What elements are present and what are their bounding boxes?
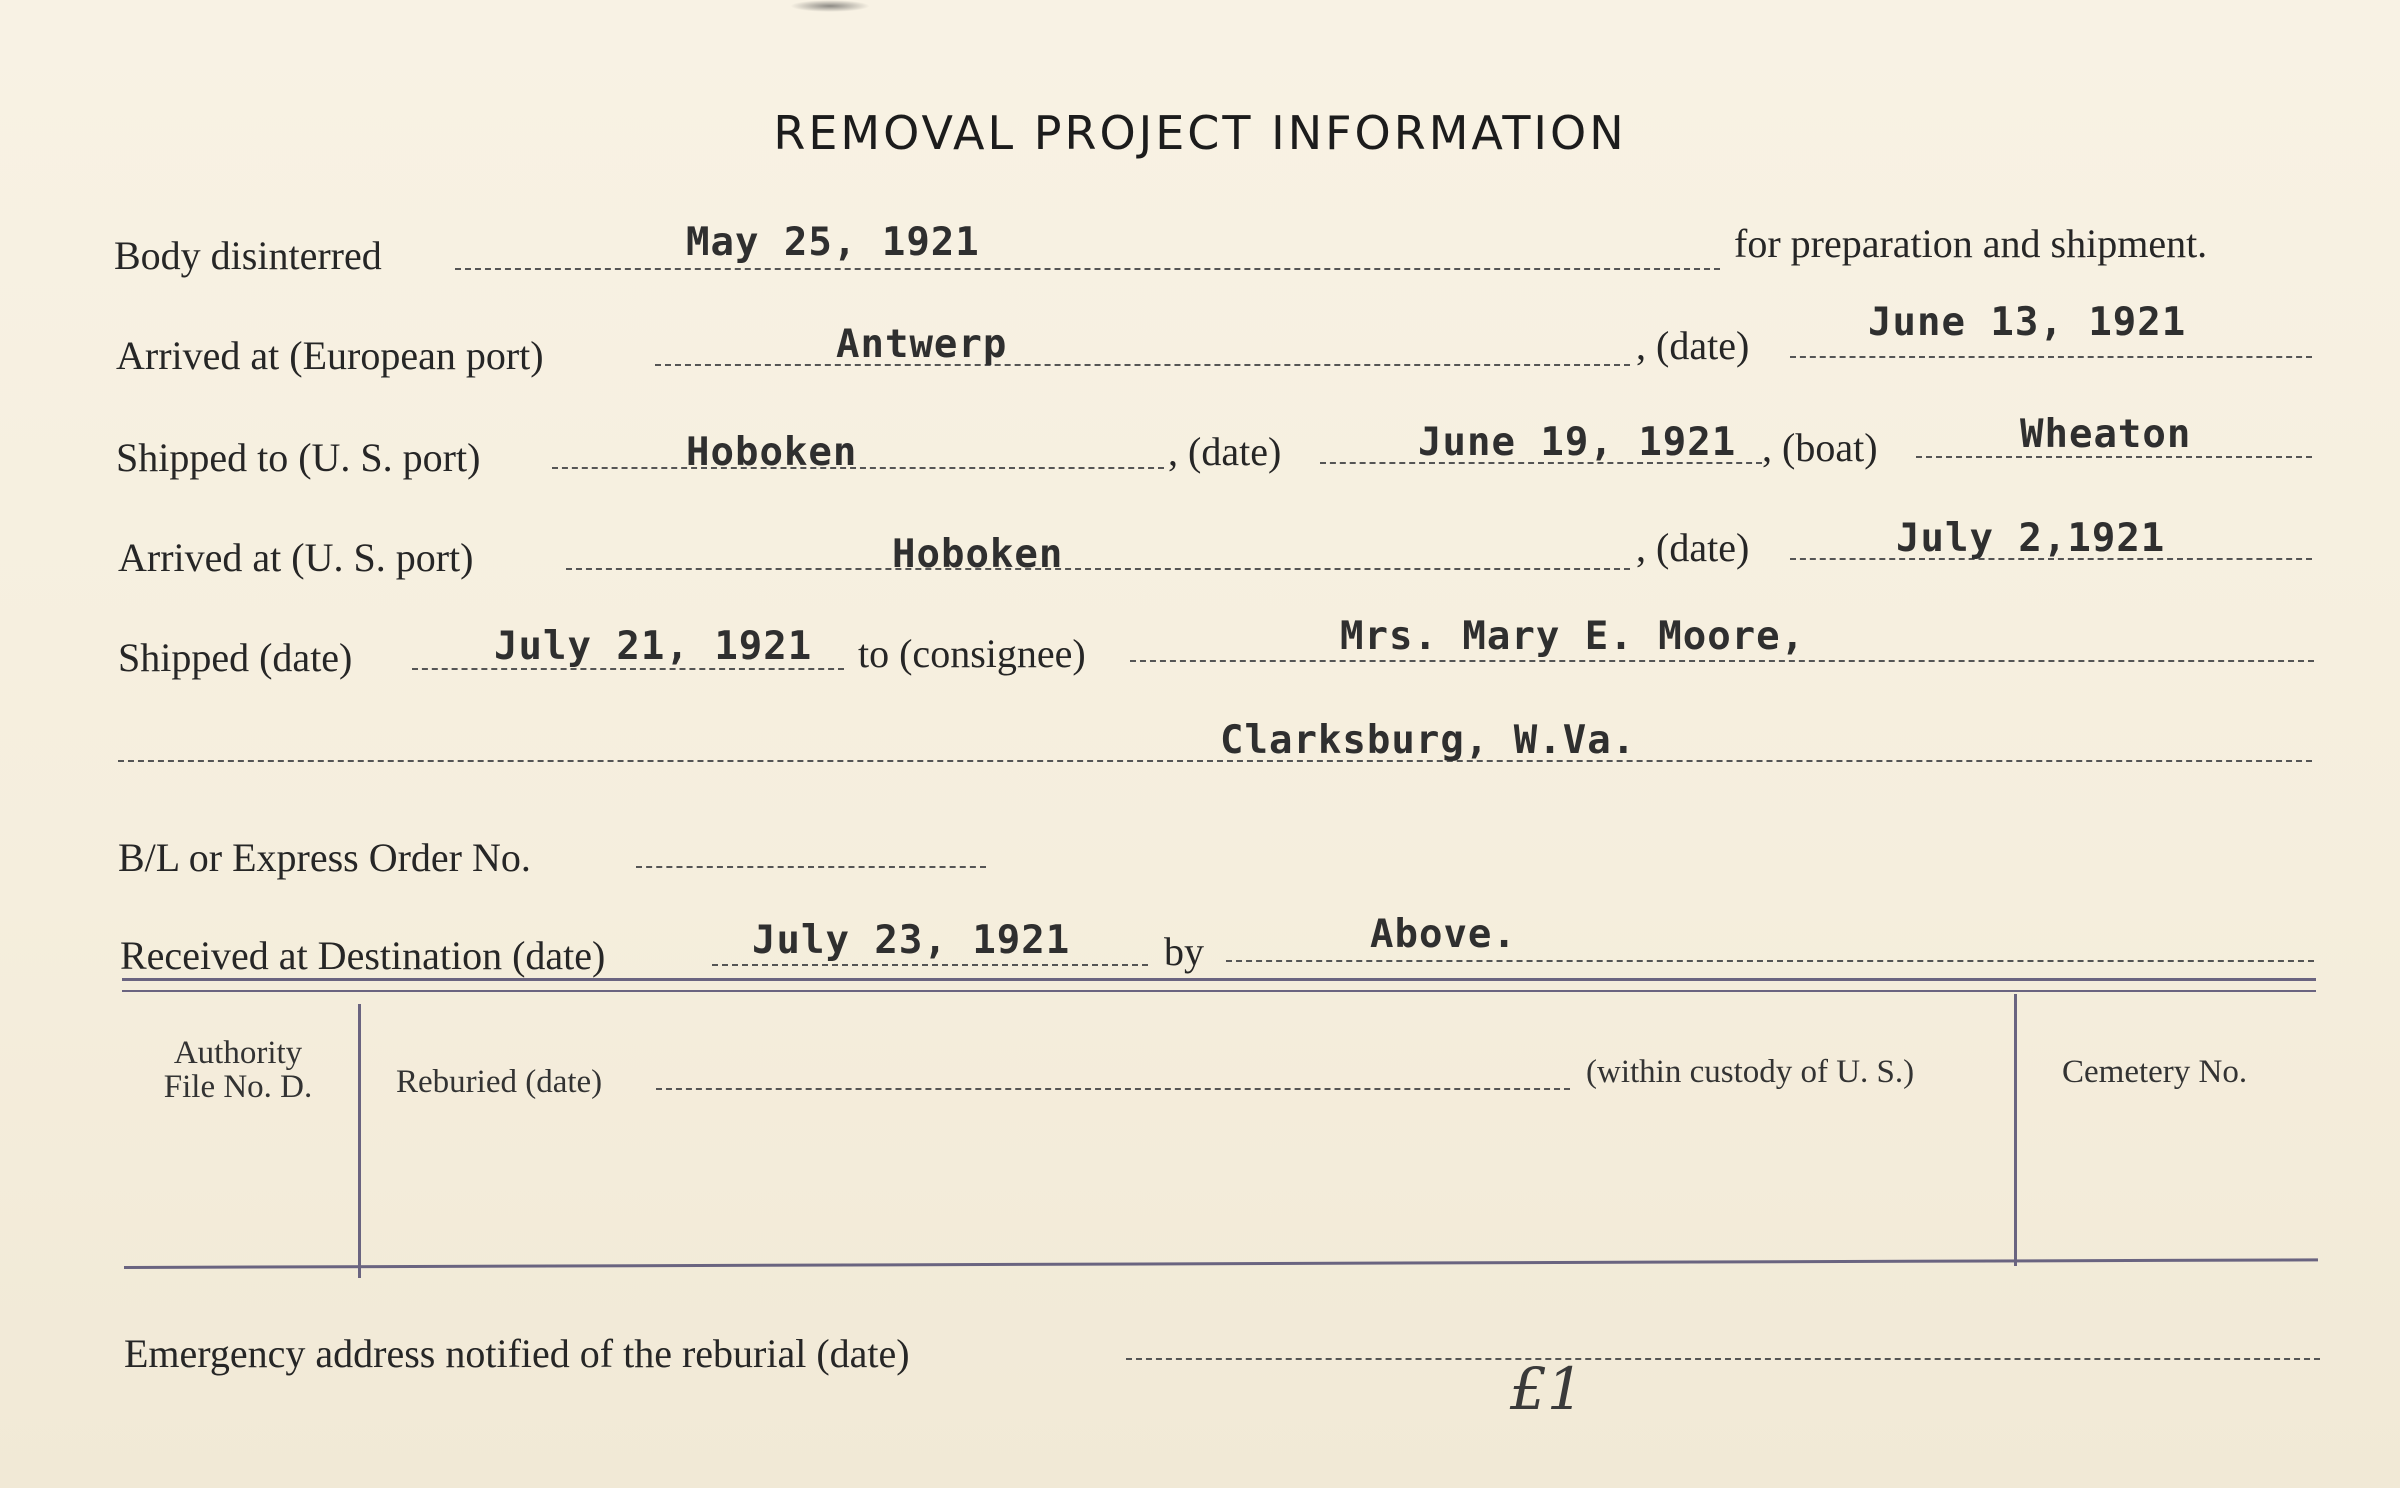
authority-header — [122, 1036, 354, 1104]
arrived-europe-date-line — [1790, 356, 2312, 358]
custody-label: (within custody of U. S.) — [1586, 1054, 1915, 1090]
emergency-line — [1126, 1358, 2320, 1360]
received-by-value: Above. — [1370, 912, 1517, 957]
arrived-europe-line — [655, 364, 1630, 366]
ink-smudge — [790, 0, 870, 12]
received-value: July 23, 1921 — [752, 918, 1071, 963]
page-title: REMOVAL PROJECT INFORMATION — [773, 106, 1627, 160]
consignee-name: Mrs. Mary E. Moore, — [1340, 614, 1806, 659]
arrived-us-value: Hoboken — [892, 532, 1064, 577]
received-by-label: by — [1164, 929, 1204, 974]
bl-line — [636, 866, 986, 868]
arrived-europe-label: Arrived at (European port) — [116, 333, 544, 378]
pencil-mark: £1 — [1510, 1355, 1584, 1423]
body-disinterred-suffix: for preparation and shipment. — [1734, 221, 2208, 266]
received-by-line — [1226, 960, 2314, 962]
table-divider-left — [358, 1004, 361, 1278]
body-disinterred-value: May 25, 1921 — [686, 220, 980, 265]
arrived-europe-date-label: , (date) — [1636, 323, 1750, 368]
arrived-us-date-value: July 2,1921 — [1896, 516, 2166, 561]
table-top-rule — [122, 978, 2316, 981]
shipped-us-value: Hoboken — [686, 430, 858, 475]
reburied-label: Reburied (date) — [396, 1064, 603, 1100]
shipped-us-label: Shipped to (U. S. port) — [116, 435, 481, 480]
arrived-us-line — [566, 568, 1630, 570]
consignee-line — [1130, 660, 2314, 662]
bl-label: B/L or Express Order No. — [118, 835, 531, 880]
body-disinterred-line — [455, 268, 1720, 270]
shipped-date-value: July 21, 1921 — [494, 624, 813, 669]
shipped-us-date-label: , (date) — [1168, 429, 1282, 474]
consignee-label: to (consignee) — [858, 631, 1086, 676]
arrived-europe-value: Antwerp — [836, 322, 1008, 367]
arrived-us-label: Arrived at (U. S. port) — [118, 535, 474, 580]
boat-value: Wheaton — [2020, 412, 2192, 457]
arrived-europe-date-value: June 13, 1921 — [1868, 300, 2187, 345]
boat-label: , (boat) — [1762, 425, 1878, 470]
reburied-line — [656, 1088, 1570, 1090]
body-disinterred-label: Body disinterred — [114, 233, 382, 278]
received-label: Received at Destination (date) — [120, 933, 606, 978]
cemetery-label: Cemetery No. — [2062, 1054, 2248, 1090]
shipped-us-line — [552, 467, 1164, 469]
authority-line-1: Authority — [173, 1035, 303, 1071]
shipped-us-date-value: June 19, 1921 — [1418, 420, 1737, 465]
table-bottom-rule — [124, 1258, 2318, 1269]
shipped-date-label: Shipped (date) — [118, 635, 353, 680]
emergency-label: Emergency address notified of the reburial (date) — [124, 1331, 910, 1376]
consignee-address: Clarksburg, W.Va. — [1220, 718, 1637, 763]
received-line — [712, 964, 1148, 966]
arrived-us-date-label: , (date) — [1636, 525, 1750, 570]
table-top-rule-double — [122, 990, 2316, 992]
consignee-address-line — [118, 760, 2312, 762]
authority-line-2: File No. D. — [163, 1069, 313, 1105]
table-divider-right — [2014, 994, 2017, 1266]
